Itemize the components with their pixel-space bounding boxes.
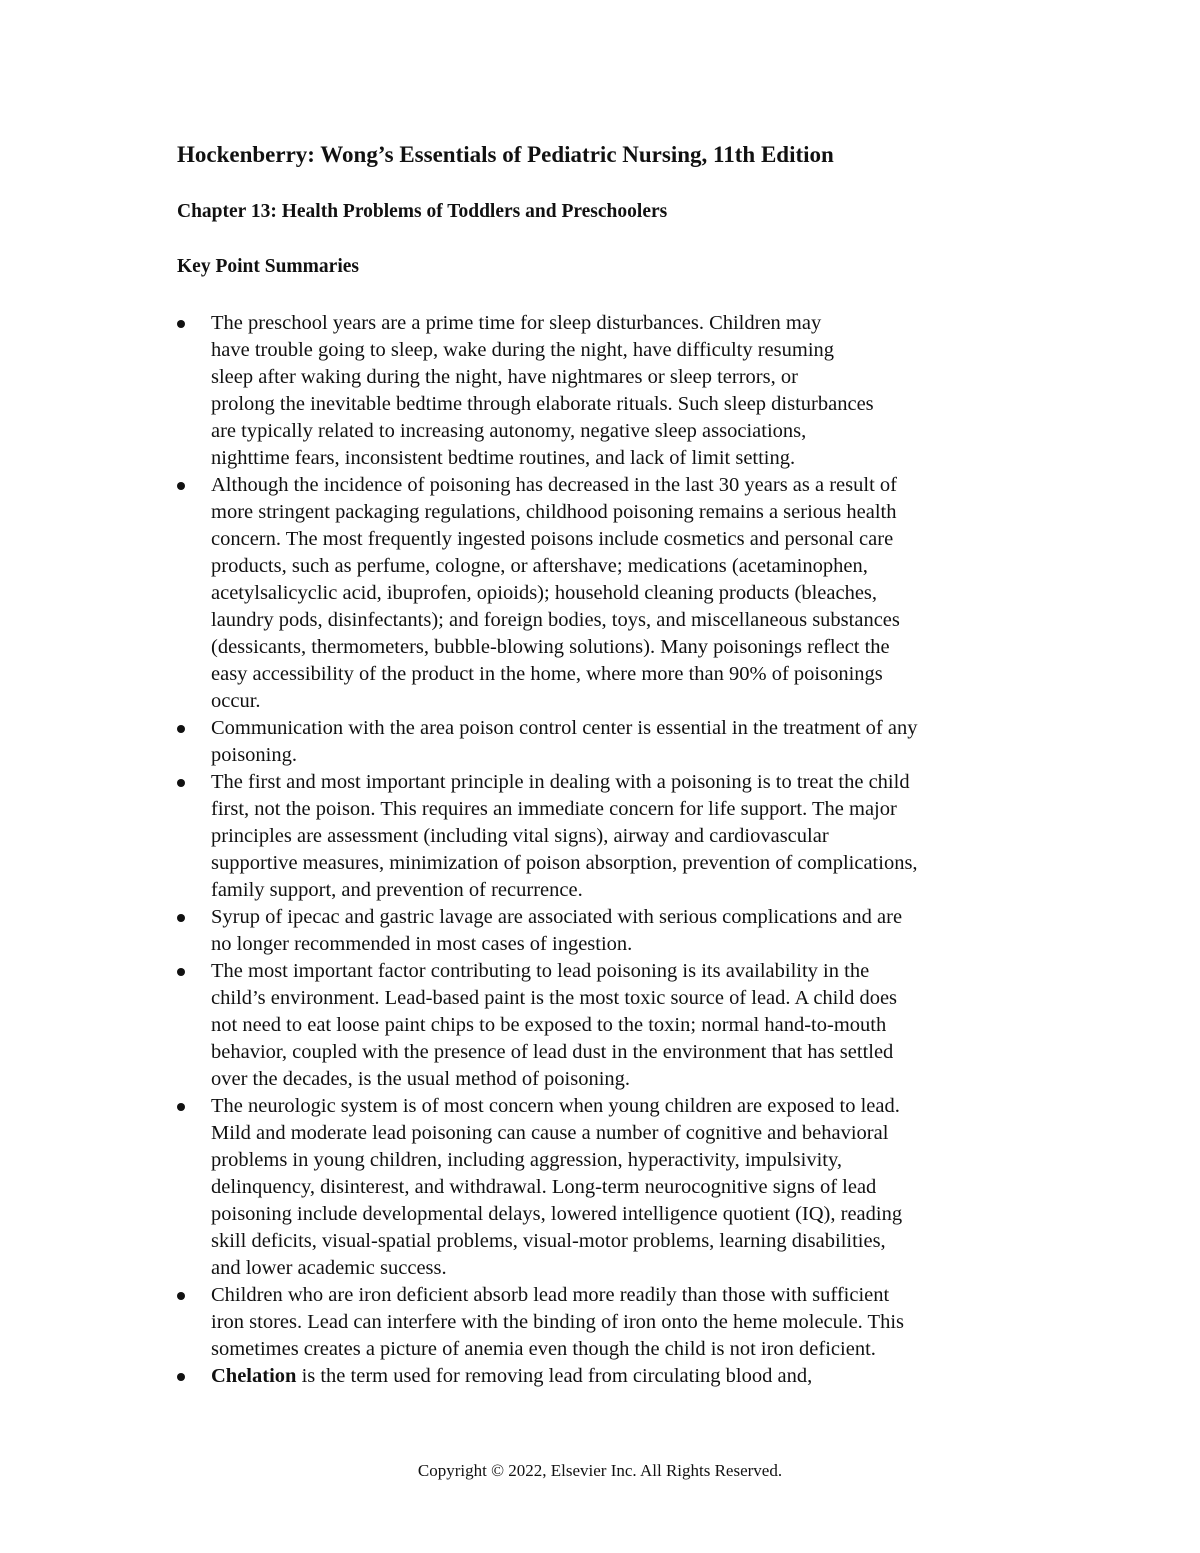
bullet-icon [177, 725, 185, 733]
key-point-item [177, 769, 1057, 904]
key-point-line [211, 1363, 1057, 1390]
key-point-line: Mild and moderate lead poisoning can cause a number of cognitive and behavioral [211, 1122, 889, 1144]
key-point-line: The neurologic system is of most concern when young children are exposed to lead. [211, 1095, 900, 1117]
key-point-line: behavior, coupled with the presence of lead dust in the environment that has settled [211, 1041, 894, 1063]
key-point-line: products, such as perfume, cologne, or aftershave; medications (acetaminophen, [211, 555, 868, 577]
key-point-line: easy accessibility of the product in the home, where more than 90% of poisonings [211, 663, 883, 685]
key-point-line: skill deficits, visual-spatial problems, visual-motor problems, learning disabilities, [211, 1230, 886, 1252]
key-point-line: no longer recommended in most cases of ingestion. [211, 933, 633, 955]
bullet-icon [177, 1292, 185, 1300]
key-point-line: poisoning. [211, 744, 297, 766]
book-title: Hockenberry: Wong’s Essentials of Pediatric Nursing, 11th Edition [177, 142, 834, 167]
key-point-line: Although the incidence of poisoning has decreased in the last 30 years as a result of [211, 474, 897, 496]
key-point-line: poisoning include developmental delays, lowered intelligence quotient (IQ), reading [211, 1203, 903, 1225]
bullet-icon [177, 482, 185, 490]
bullet-icon [177, 779, 185, 787]
key-term: Chelation [211, 1365, 297, 1387]
bullet-icon [177, 1103, 185, 1111]
key-point-line: Syrup of ipecac and gastric lavage are associated with serious complications and are [211, 906, 903, 928]
key-point-item [177, 1282, 1057, 1363]
key-point-item [177, 715, 1057, 769]
key-point-line: delinquency, disinterest, and withdrawal. Long-term neurocognitive signs of lead [211, 1176, 877, 1198]
key-point-line: nighttime fears, inconsistent bedtime routines, and lack of limit setting. [211, 447, 796, 469]
key-point-list [177, 310, 1057, 1390]
key-point-line: The preschool years are a prime time for sleep disturbances. Children may [211, 312, 822, 334]
key-point-line: Communication with the area poison control center is essential in the treatment of any [211, 717, 918, 739]
key-point-line: have trouble going to sleep, wake during the night, have difficulty resuming [211, 339, 835, 361]
key-point-line: and lower academic success. [211, 1257, 447, 1279]
key-point-line: iron stores. Lead can interfere with the binding of iron onto the heme molecule. This [211, 1311, 905, 1333]
key-point-item [177, 1363, 1057, 1390]
key-point-line: over the decades, is the usual method of poisoning. [211, 1068, 631, 1090]
key-point-line: more stringent packaging regulations, childhood poisoning remains a serious health [211, 501, 897, 523]
key-point-line: not need to eat loose paint chips to be exposed to the toxin; normal hand-to-mouth [211, 1014, 887, 1036]
key-point-line: principles are assessment (including vital signs), airway and cardiovascular [211, 825, 829, 847]
key-point-line: sometimes creates a picture of anemia even though the child is not iron deficient. [211, 1338, 876, 1360]
bullet-icon [177, 914, 185, 922]
key-point-item [177, 472, 1057, 715]
key-point-item [177, 958, 1057, 1093]
chapter-title: Chapter 13: Health Problems of Toddlers and Preschoolers [177, 201, 668, 222]
key-point-line: The first and most important principle in dealing with a poisoning is to treat the child [211, 771, 910, 793]
key-point-line: family support, and prevention of recurrence. [211, 879, 583, 901]
key-point-line: first, not the poison. This requires an immediate concern for life support. The major [211, 798, 897, 820]
key-point-line: supportive measures, minimization of poison absorption, prevention of complications, [211, 852, 918, 874]
bullet-icon [177, 1373, 185, 1381]
key-point-line: are typically related to increasing autonomy, negative sleep associations, [211, 420, 807, 442]
key-point-item [177, 1093, 1057, 1282]
key-point-line: occur. [211, 690, 261, 712]
key-point-line: acetylsalicyclic acid, ibuprofen, opioids); household cleaning products (bleaches, [211, 582, 878, 604]
key-point-line: problems in young children, including aggression, hyperactivity, impulsivity, [211, 1149, 843, 1171]
key-point-line: child’s environment. Lead-based paint is the most toxic source of lead. A child does [211, 987, 898, 1009]
key-point-item [177, 904, 1057, 958]
key-point-line: concern. The most frequently ingested poisons include cosmetics and personal care [211, 528, 894, 550]
key-point-line: prolong the inevitable bedtime through elaborate rituals. Such sleep disturbances [211, 393, 874, 415]
key-point-text: is the term used for removing lead from circulating blood and, [296, 1365, 813, 1387]
key-point-line: sleep after waking during the night, have nightmares or sleep terrors, or [211, 366, 798, 388]
key-point-line: The most important factor contributing to lead poisoning is its availability in the [211, 960, 870, 982]
key-point-line: (dessicants, thermometers, bubble-blowing solutions). Many poisonings reflect the [211, 636, 890, 658]
key-point-line: laundry pods, disinfectants); and foreign bodies, toys, and miscellaneous substances [211, 609, 900, 631]
section-title: Key Point Summaries [177, 256, 359, 277]
key-point-line: Children who are iron deficient absorb lead more readily than those with sufficient [211, 1284, 890, 1306]
bullet-icon [177, 968, 185, 976]
bullet-icon [177, 320, 185, 328]
key-point-item [177, 310, 1057, 472]
copyright-footer: Copyright © 2022, Elsevier Inc. All Rights Reserved. [417, 1461, 783, 1480]
